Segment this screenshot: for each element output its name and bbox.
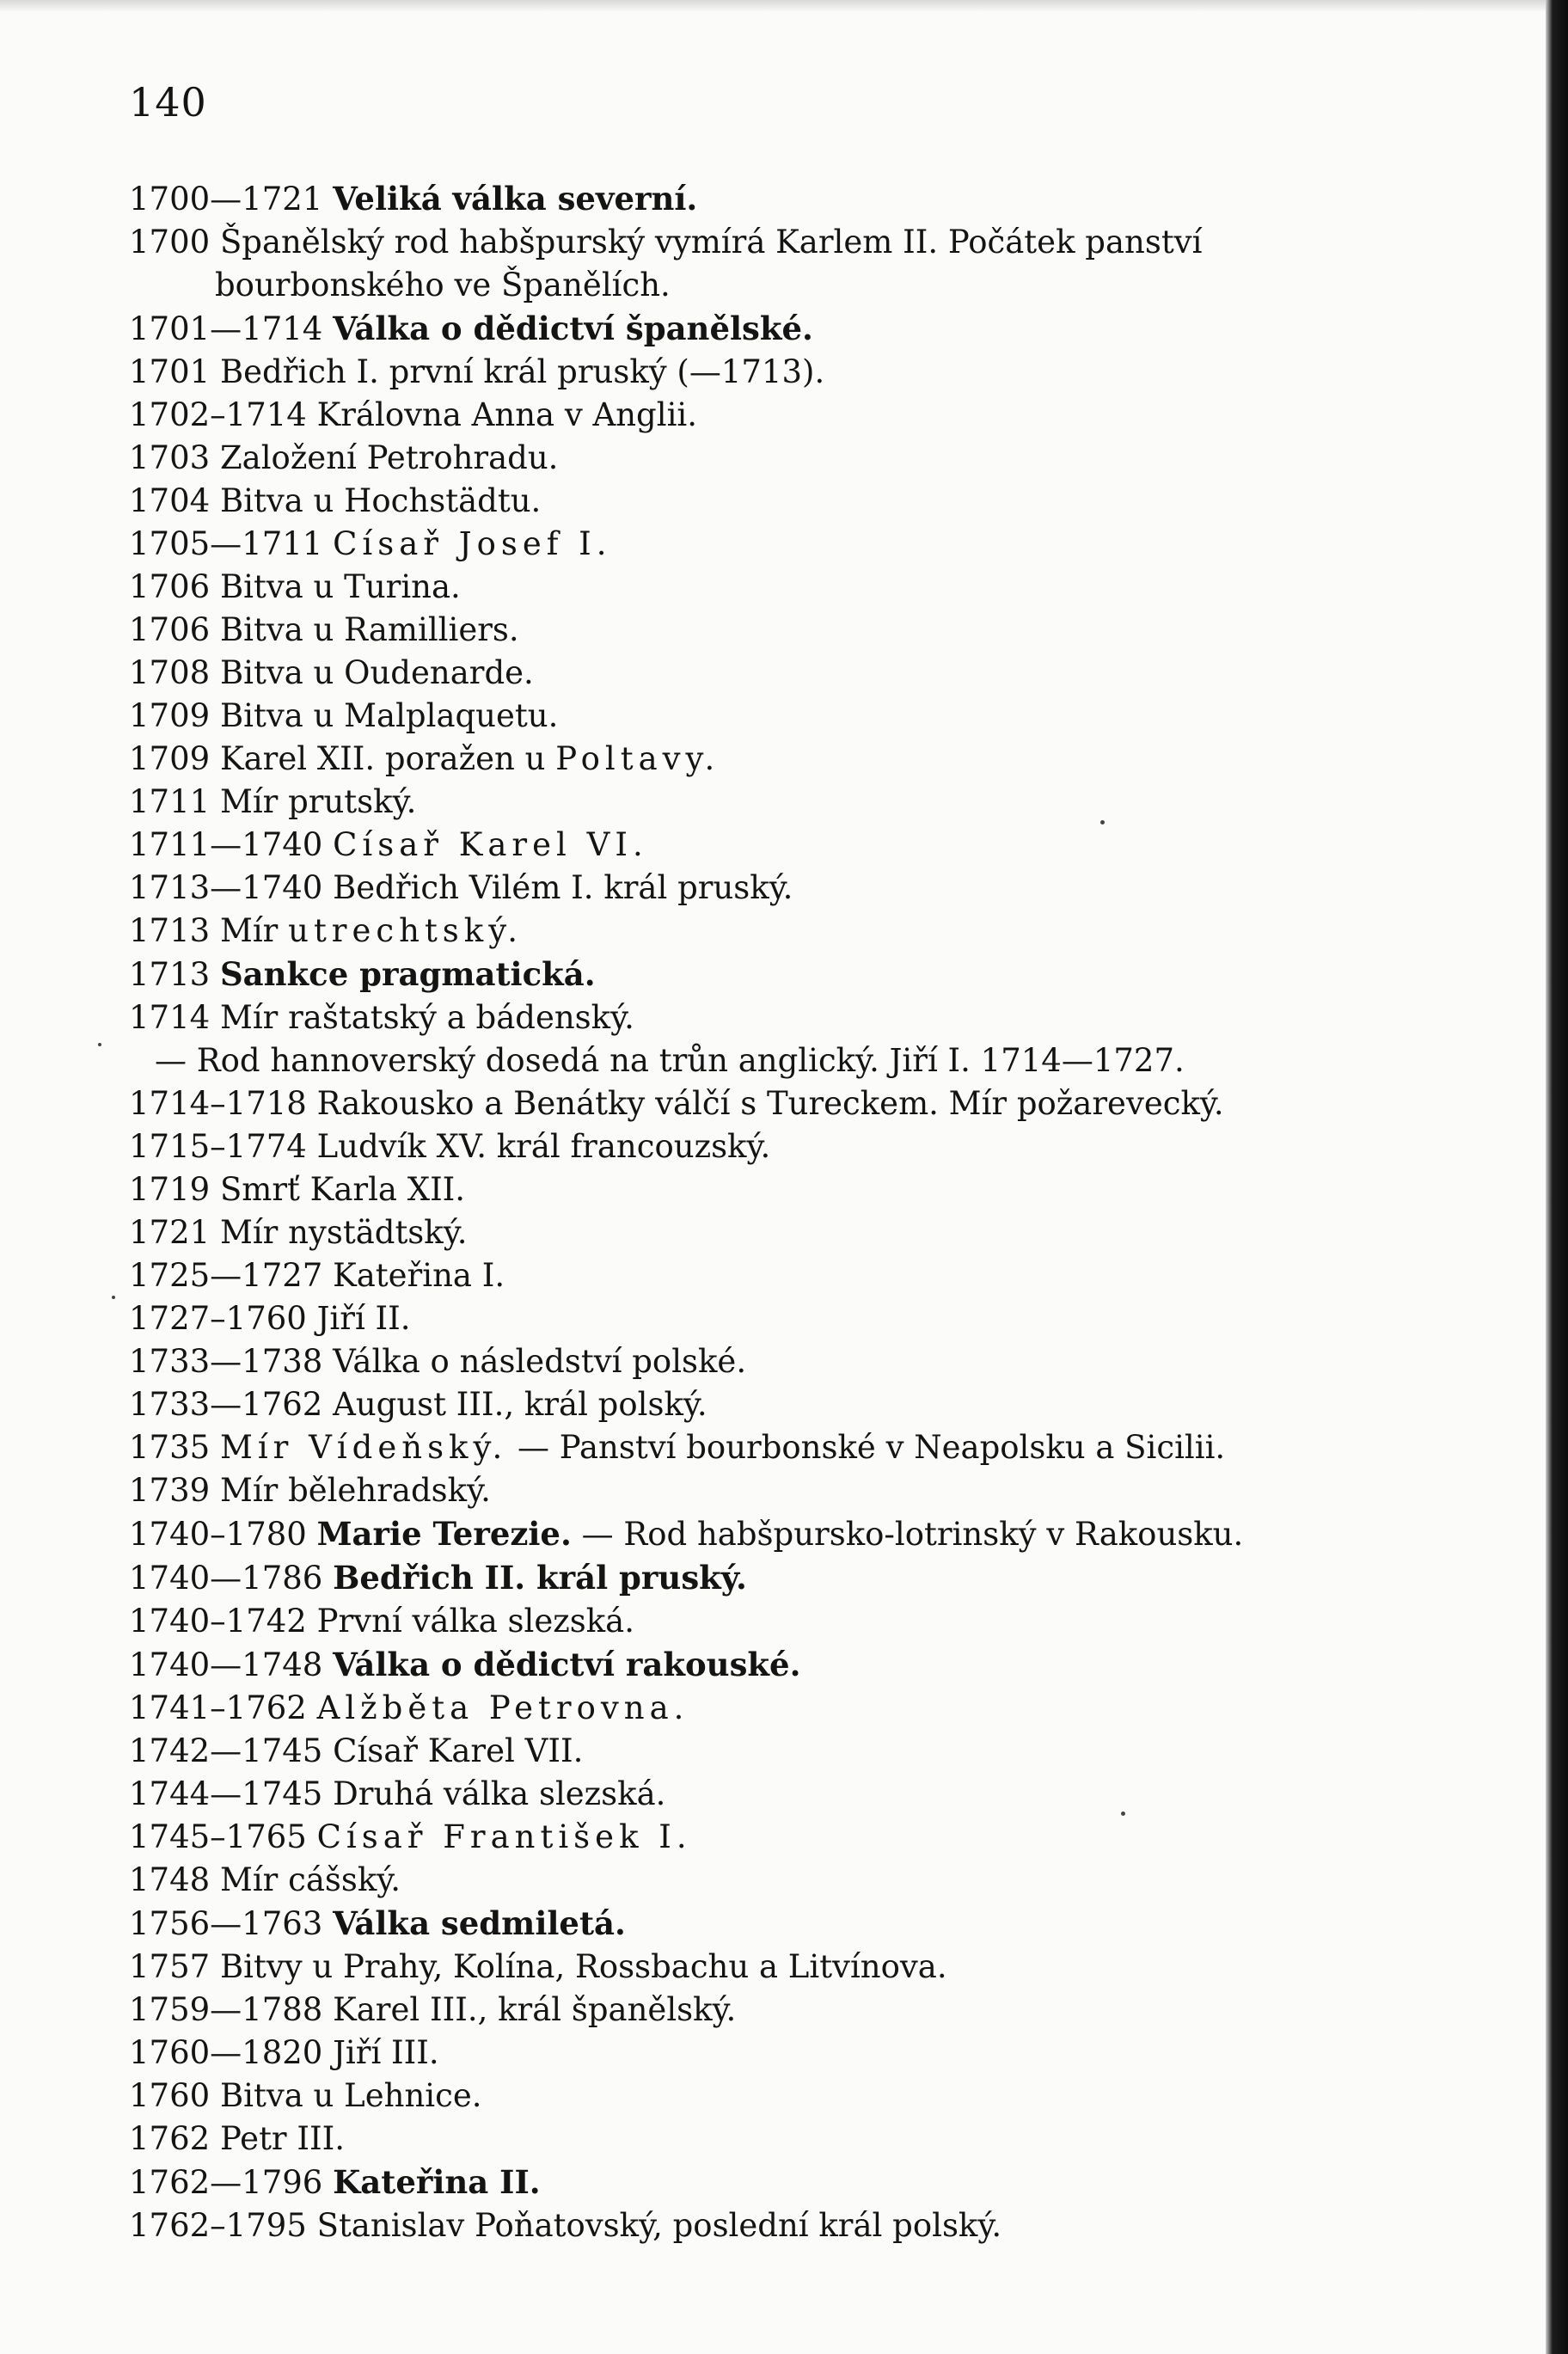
entry-date: 1702–1714	[129, 396, 307, 433]
entry-text: Válka o následství polské.	[333, 1343, 747, 1380]
entry-date: 1757	[129, 1948, 211, 1985]
entry-text: Císař František I.	[316, 1818, 692, 1855]
chronology-entry	[129, 738, 1393, 781]
chronology-entry	[129, 1340, 1393, 1383]
chronology-entry	[129, 867, 1393, 910]
entry-text: Královna Anna v Anglii.	[316, 396, 698, 433]
entry-date: 1721	[129, 1214, 211, 1251]
entry-date: 1709	[129, 740, 211, 777]
chronology-entry	[129, 1383, 1393, 1426]
chronology-entry	[129, 824, 1393, 867]
entry-date: 1711—1740	[129, 826, 323, 863]
entry-text: Bitvy u Prahy, Kolína, Rossbachu a Litvínova.	[219, 1948, 947, 1985]
entry-text: August III., král polský.	[333, 1386, 707, 1423]
chronology-entry	[129, 1730, 1393, 1773]
chronology-entry	[129, 1512, 1393, 1556]
entry-text: Bitva u Lehnice.	[219, 2077, 482, 2114]
chronology-entry	[129, 437, 1393, 480]
entry-text: Jiří II.	[316, 1300, 411, 1337]
entry-date: 1701	[129, 353, 211, 390]
chronology-entry	[129, 177, 1393, 221]
entry-text-emphasis: utrechtský.	[288, 912, 523, 949]
entry-text: Válka sedmiletá.	[333, 1904, 626, 1942]
entry-date: 1739	[129, 1472, 211, 1509]
chronology-entry	[129, 2075, 1393, 2118]
entry-date: 1762–1795	[129, 2207, 307, 2244]
entry-text: Marie Terezie.	[316, 1515, 572, 1553]
page-top-shadow	[0, 0, 1568, 12]
entry-text: Císař Josef I.	[333, 525, 612, 562]
chronology-entry	[129, 1859, 1393, 1902]
entry-text: Císař Karel VI.	[333, 826, 648, 863]
chronology-entry	[129, 996, 1393, 1039]
entry-date: 1741–1762	[129, 1689, 307, 1726]
chronology-entry	[129, 221, 1375, 307]
entry-date: 1740—1786	[129, 1560, 323, 1597]
entry-date: 1733—1762	[129, 1386, 323, 1423]
entry-text: Sankce pragmatická.	[219, 955, 596, 993]
entry-text: Bitva u Turina.	[219, 568, 461, 605]
entry-text: Mír nystädtský.	[219, 1214, 468, 1251]
chronology-entry	[129, 695, 1393, 738]
chronology-entry	[129, 2032, 1393, 2075]
entry-text: Mír raštatský a bádenský.	[219, 999, 634, 1036]
entry-date: 1711	[129, 783, 211, 820]
chronology-entry	[129, 1946, 1393, 1989]
entry-text: Ludvík XV. král francouzský.	[316, 1128, 771, 1165]
entry-text: Alžběta Petrovna.	[316, 1689, 689, 1726]
chronology-entry	[129, 609, 1393, 652]
chronology-entry	[129, 652, 1393, 695]
entry-date: 1713	[129, 956, 211, 993]
entry-date: 1713—1740	[129, 869, 323, 906]
entry-text: Jiří III.	[333, 2034, 439, 2071]
entry-date: 1706	[129, 568, 211, 605]
page-right-edge	[1546, 0, 1568, 2354]
entry-text: Bedřich Vilém I. král pruský.	[333, 869, 793, 906]
entry-date: 1706	[129, 611, 211, 648]
entry-text: Karel III., král španělský.	[333, 1991, 737, 2028]
entry-date: 1704	[129, 482, 211, 519]
entry-date: 1714	[129, 999, 211, 1036]
entry-text: Císař Karel VII.	[333, 1732, 584, 1769]
entry-date: 1756—1763	[129, 1905, 323, 1942]
chronology-entry	[129, 307, 1393, 351]
chronology-entry	[129, 351, 1393, 394]
entry-date: 1740–1742	[129, 1603, 307, 1640]
entry-text: Bitva u Oudenarde.	[219, 654, 534, 691]
entry-text: Mír prutský.	[219, 783, 417, 820]
chronology-entry	[129, 1643, 1393, 1687]
entry-date: 1740–1780	[129, 1516, 307, 1553]
entry-date: 1745–1765	[129, 1818, 307, 1855]
entry-text: Bedřich II. král pruský.	[333, 1559, 747, 1597]
entry-text: Bitva u Malplaquetu.	[219, 697, 559, 734]
chronology-entry	[129, 1687, 1393, 1730]
entry-date: 1703	[129, 439, 211, 476]
chronology-entry	[129, 2204, 1393, 2247]
entry-date: 1700—1721	[129, 181, 323, 218]
entry-date: 1744—1745	[129, 1775, 323, 1812]
entry-date: 1705—1711	[129, 525, 323, 562]
chronology-entry	[129, 1469, 1393, 1512]
scan-speck	[1121, 1811, 1125, 1816]
entry-text: První válka slezská.	[316, 1603, 634, 1640]
entry-date: 1733—1738	[129, 1343, 323, 1380]
entry-date: 1700	[129, 224, 211, 261]
chronology-entry	[129, 1556, 1393, 1600]
entry-date: 1762	[129, 2120, 211, 2157]
entry-text: Bedřich I. první král pruský (—1713).	[219, 353, 825, 390]
entry-text-continued: — Panství bourbonské v Neapolsku a Sicilii.	[518, 1429, 1226, 1466]
entry-text: Mír Vídeňský.	[219, 1429, 508, 1466]
entry-date: 1760—1820	[129, 2034, 323, 2071]
entry-text: Rod hannoverský dosedá na trůn anglický. Jiří I. 1714—1727.	[196, 1042, 1185, 1079]
chronology-entry	[129, 1600, 1393, 1643]
chronology-entry	[129, 910, 1393, 953]
scan-speck	[1100, 820, 1105, 825]
entry-date: 1709	[129, 697, 211, 734]
chronology-entry	[129, 480, 1393, 523]
entry-date: 1759—1788	[129, 1991, 323, 2028]
entry-text: Rakousko a Benátky válčí s Tureckem. Mír požarevecký.	[316, 1085, 1224, 1122]
entry-date: 1748	[129, 1861, 211, 1898]
chronology-entry	[129, 566, 1393, 609]
chronology-entry	[129, 1082, 1393, 1125]
entry-text-continued: — Rod habšpursko-lotrinský v Rakousku.	[581, 1516, 1244, 1553]
entry-date: 1708	[129, 654, 211, 691]
chronology-entry	[129, 394, 1393, 437]
chronology-entry	[129, 1773, 1393, 1816]
entry-text-emphasis: Poltavy.	[555, 740, 720, 777]
entry-text: Karel XII. poražen u	[219, 740, 546, 777]
entry-text: Kateřina II.	[333, 2163, 541, 2201]
chronology-entry	[129, 1816, 1393, 1859]
chronology-list	[129, 177, 1393, 2247]
entry-text: Druhá válka slezská.	[333, 1775, 666, 1812]
entry-text: Španělský rod habšpurský vymírá Karlem II. Počátek panství bourbonského ve Španělích.	[215, 224, 1203, 303]
chronology-entry	[129, 781, 1393, 824]
entry-text: Bitva u Ramilliers.	[219, 611, 519, 648]
entry-date: 1742—1745	[129, 1732, 323, 1769]
entry-text: Stanislav Poňatovský, poslední král polský.	[316, 2207, 1002, 2244]
entry-text: Založení Petrohradu.	[219, 439, 559, 476]
chronology-entry	[129, 2161, 1393, 2204]
entry-text: Veliká válka severní.	[333, 180, 698, 218]
entry-date: 1760	[129, 2077, 211, 2114]
entry-date: 1740—1748	[129, 1646, 323, 1683]
entry-text: Petr III.	[219, 2120, 345, 2157]
entry-text: Mír bělehradský.	[219, 1472, 491, 1509]
entry-date: 1735	[129, 1429, 211, 1466]
chronology-entry	[129, 1254, 1393, 1297]
entry-date: 1714–1718	[129, 1085, 307, 1122]
page-number: 140	[129, 79, 207, 126]
chronology-entry	[129, 1989, 1393, 2032]
entry-text: Mír	[219, 912, 279, 949]
chronology-entry	[129, 1125, 1393, 1168]
chronology-entry	[129, 1039, 1393, 1082]
chronology-entry	[129, 1211, 1393, 1254]
entry-text: Mír cášský.	[219, 1861, 401, 1898]
chronology-entry	[129, 953, 1393, 996]
entry-date: 1725—1727	[129, 1257, 323, 1294]
entry-date: 1713	[129, 912, 211, 949]
chronology-entry	[129, 523, 1393, 566]
entry-text: Smrť Karla XII.	[219, 1171, 466, 1208]
scan-speck	[98, 1043, 101, 1046]
chronology-entry	[129, 2118, 1393, 2161]
entry-date: 1715–1774	[129, 1128, 307, 1165]
entry-text: Válka o dědictví španělské.	[333, 310, 813, 347]
chronology-entry	[129, 1426, 1393, 1469]
entry-date: 1719	[129, 1171, 211, 1208]
scan-speck	[112, 1296, 115, 1299]
entry-date: 1727–1760	[129, 1300, 307, 1337]
entry-date: 1701—1714	[129, 310, 323, 347]
entry-text: Válka o dědictví rakouské.	[333, 1646, 801, 1683]
entry-date: —	[155, 1042, 187, 1079]
chronology-entry	[129, 1902, 1393, 1946]
entry-text: Kateřina I.	[333, 1257, 505, 1294]
chronology-entry	[129, 1297, 1393, 1340]
chronology-entry	[129, 1168, 1393, 1211]
entry-date: 1762—1796	[129, 2164, 323, 2201]
entry-text: Bitva u Hochstädtu.	[219, 482, 542, 519]
